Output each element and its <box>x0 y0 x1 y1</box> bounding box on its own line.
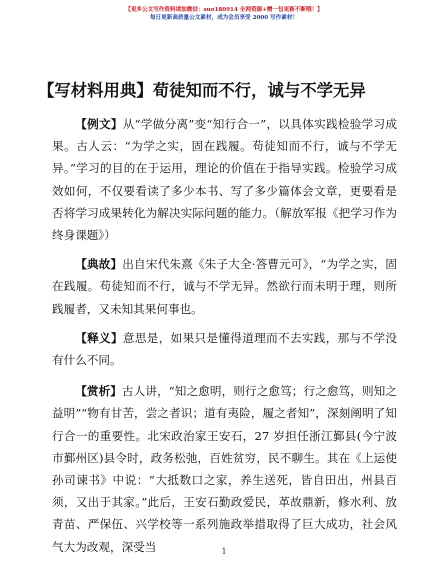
paragraph-tag: 【释义】 <box>75 330 123 345</box>
paragraph-text: 从“学做分离”变“知行合一”，以具体实践检验学习成果。古人云：“为学之实，固在践履。苟徒知而不行，诚与不学无异。”学习的目的在于运用，理论的价值在于指导实践。检验学习成效如何，不仅要看读了多少本书、写了多少篇体会文章，更要看是否将学习成果转化为解决实际问题的能力。（解放军报《把学习作为终身课题》） <box>52 117 397 243</box>
promo-header <box>0 6 448 22</box>
promo-line-2: 每日更新高质量公文素材，成为会员享受 2000 写作素材！ <box>149 15 299 21</box>
paragraph-text: 古人讲，“知之愈明，则行之愈笃；行之愈笃，则知之益明”“物有甘苦，尝之者识；道有夷险，履之者知”，深刻阐明了知行合一的重要性。北宋政治家王安石，27 岁担任浙江鄞县(今宁波市鄞州区)县令时，政务松弛，百姓贫穷，民不聊生。其在《上运使孙司谏书》中说：“大抵数口之家，养生送死，皆自田出，州县百须，又出于其家。”此后，王安石勤政爱民，革故鼎新，修水利、放青苗、严保伍、兴学校等一系列施政举措取得了巨大成功，社会风气大为改观，深受当 <box>52 384 397 554</box>
paragraph-appreciation <box>52 380 397 558</box>
paragraph-tag: 【赏析】 <box>75 384 122 399</box>
page-number: 1 <box>221 547 227 556</box>
paragraph-allusion <box>52 253 397 320</box>
paragraph-example <box>52 113 397 246</box>
article-body <box>52 113 397 565</box>
paragraph-text: 出自宋代朱熹《朱子大全·答曹元可》，“为学之实，固在践履。苟徒知而不行，诚与不学无异。然欲行而未明于理，则所践履者，又未知其果何事也。 <box>52 257 397 316</box>
paragraph-tag: 【典故】 <box>75 257 123 272</box>
paragraph-interpretation <box>52 327 397 371</box>
promo-line-1: 【更多公文写作资料请加微信：suo180914 全网资源+赠一包更新不断哦！】 <box>125 7 323 13</box>
article-title: 【写材料用典】荀徒知而不行，诚与不学无异 <box>38 81 366 100</box>
paragraph-tag: 【例文】 <box>75 117 123 131</box>
paragraph-text: 意思是，如果只是懂得道理而不去实践，那与不学没有什么不同。 <box>52 330 397 368</box>
